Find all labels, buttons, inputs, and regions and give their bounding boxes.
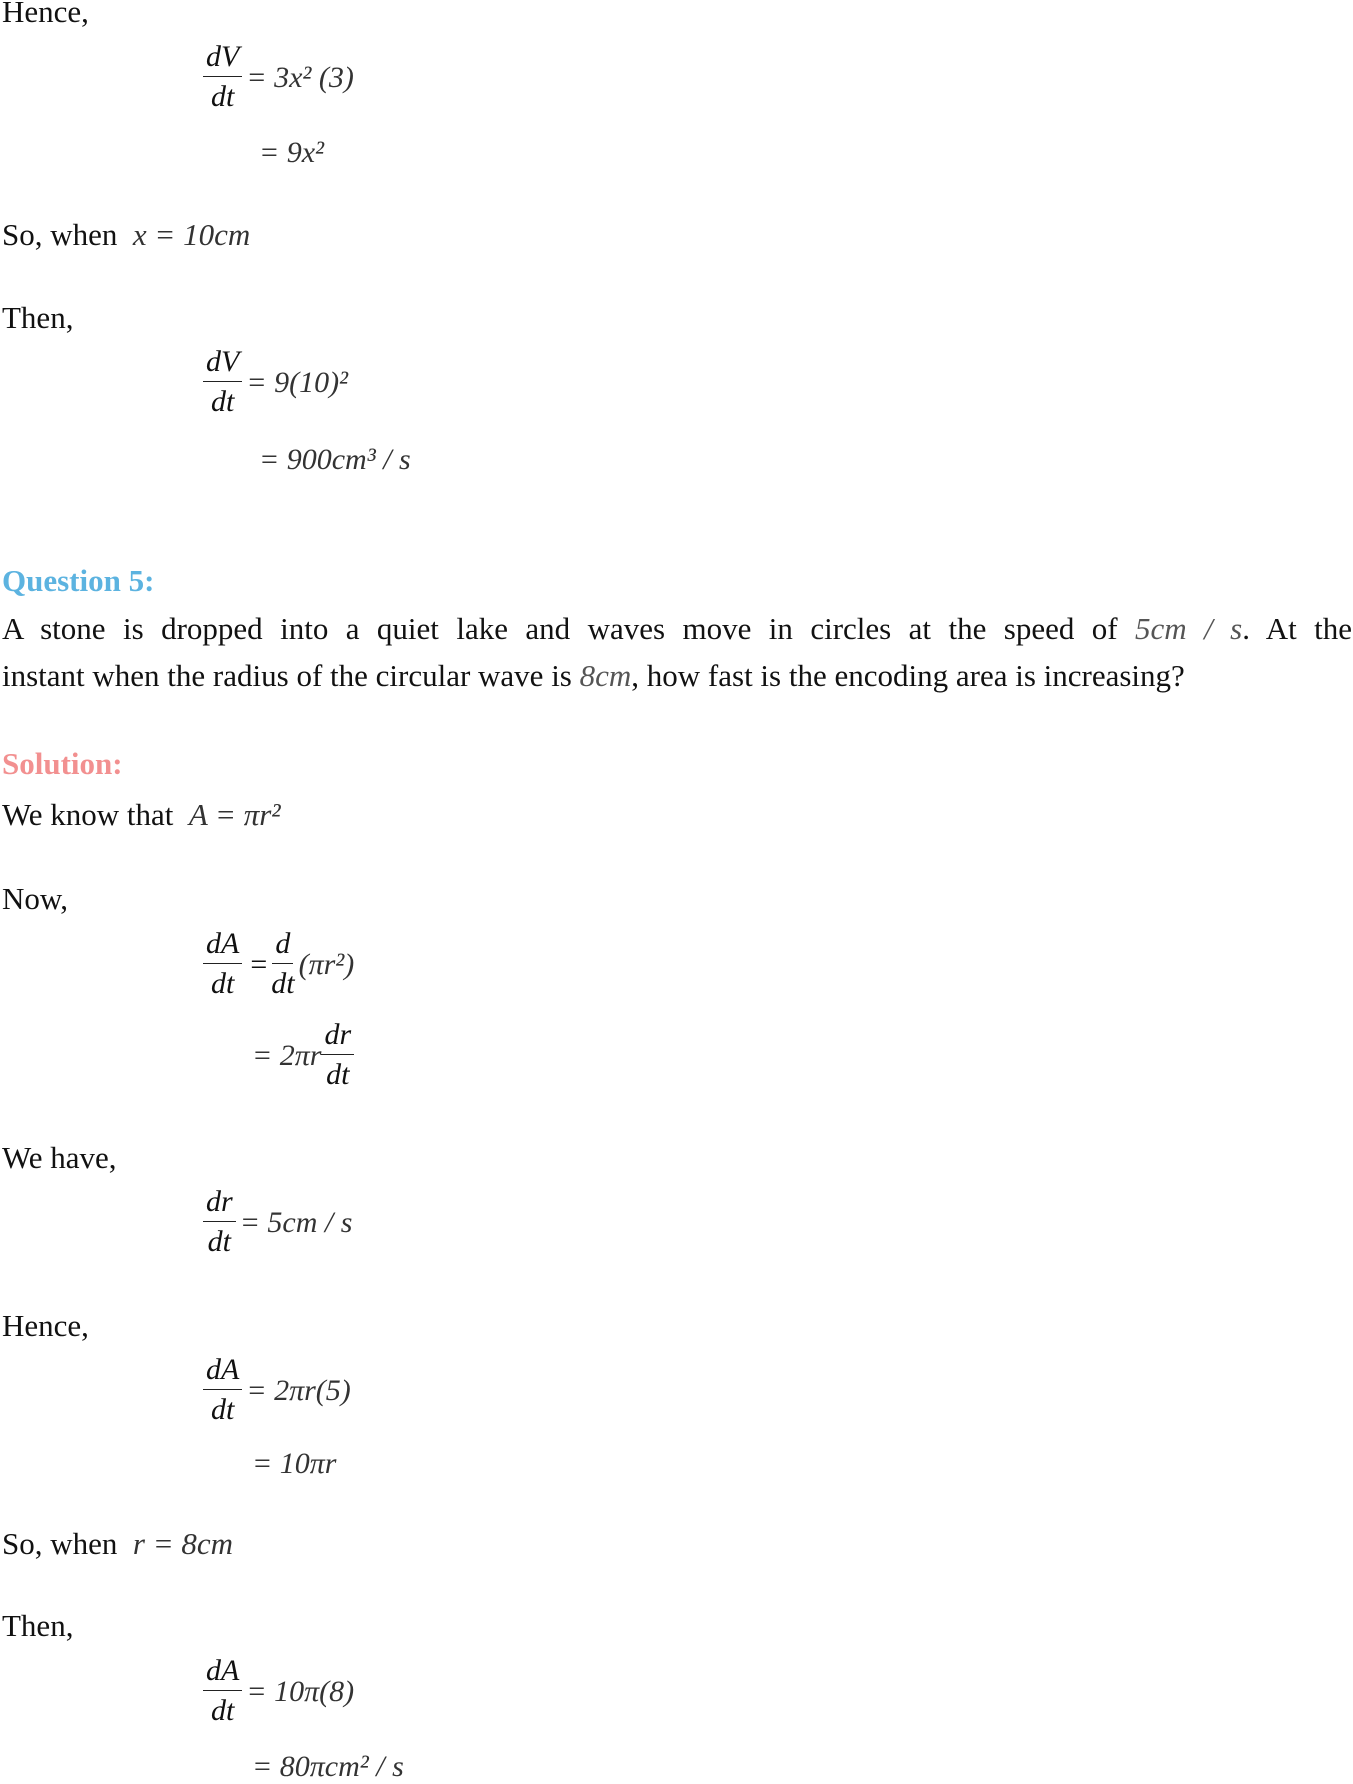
numerator: dA [203, 1351, 242, 1390]
math: 5cm / s [1135, 611, 1243, 646]
equation-rhs: (πr²) [298, 947, 355, 981]
equation-dv-dt [203, 343, 348, 422]
so-when-line [2, 217, 250, 253]
numerator: dr [321, 1016, 354, 1055]
numerator: d [272, 925, 293, 964]
so-when-line [2, 1526, 233, 1562]
math: x = 10cm [132, 217, 251, 252]
text: instant when the radius of the circular wave is [2, 658, 572, 693]
text: A stone is dropped into a quiet lake and waves move in circles at the speed of [2, 611, 1118, 646]
equation-rhs: = 2πr(5) [246, 1373, 351, 1407]
equation-dv-dt [203, 38, 354, 117]
denominator: dt [210, 80, 235, 113]
equals: = [250, 947, 268, 981]
text: , how fast is the encoding area is increasing? [631, 658, 1185, 693]
denominator: dt [326, 1058, 350, 1091]
then-label: Then, [2, 300, 74, 335]
equation-da-dt [203, 1351, 351, 1430]
text: So, when [2, 1526, 118, 1561]
equation-da-dt [203, 1652, 354, 1731]
equation-rhs: = 9(10)² [246, 365, 349, 399]
equation-rhs: = 5cm / s [239, 1205, 353, 1239]
equation-rhs: = 10π(8) [246, 1674, 355, 1708]
then-label: Then, [2, 1608, 74, 1643]
numerator: dr [203, 1183, 236, 1222]
denominator: dt [210, 1393, 235, 1426]
numerator: dV [203, 38, 242, 77]
denominator: dt [210, 967, 235, 1000]
denominator: dt [207, 1225, 232, 1258]
question-line-2 [2, 652, 1352, 700]
equation-result: = 80πcm² / s [252, 1750, 404, 1783]
denominator: dt [271, 967, 295, 1000]
we-have-label: We have, [2, 1140, 117, 1175]
solution-heading: Solution: [2, 746, 123, 781]
numerator: dA [203, 1652, 242, 1691]
denominator: dt [210, 1694, 235, 1727]
numerator: dV [203, 343, 242, 382]
equation-line [252, 1016, 358, 1095]
math: A = πr² [188, 797, 281, 832]
hence-label: Hence, [2, 1308, 89, 1343]
numerator: dA [203, 925, 242, 964]
now-label: Now, [2, 881, 69, 916]
text: So, when [2, 217, 118, 252]
text: We know that [2, 797, 174, 832]
math: 8cm [579, 658, 632, 693]
text: . At the [1242, 611, 1353, 646]
equation-result: = 900cm³ / s [259, 443, 411, 476]
know-line [2, 797, 281, 833]
hence-label: Hence, [2, 0, 89, 29]
equation-da-dt [203, 925, 354, 1004]
equation-line: = 10πr [252, 1447, 337, 1480]
math: r = 8cm [132, 1526, 234, 1561]
question-heading: Question 5: [2, 563, 155, 598]
equation-rhs: = 3x² (3) [246, 60, 354, 94]
equation-dr-dt [203, 1183, 352, 1262]
denominator: dt [210, 385, 235, 418]
equation-line: = 9x² [259, 136, 325, 169]
equation-lhs: = 2πr [252, 1038, 322, 1072]
question-line-1 [2, 605, 1352, 653]
